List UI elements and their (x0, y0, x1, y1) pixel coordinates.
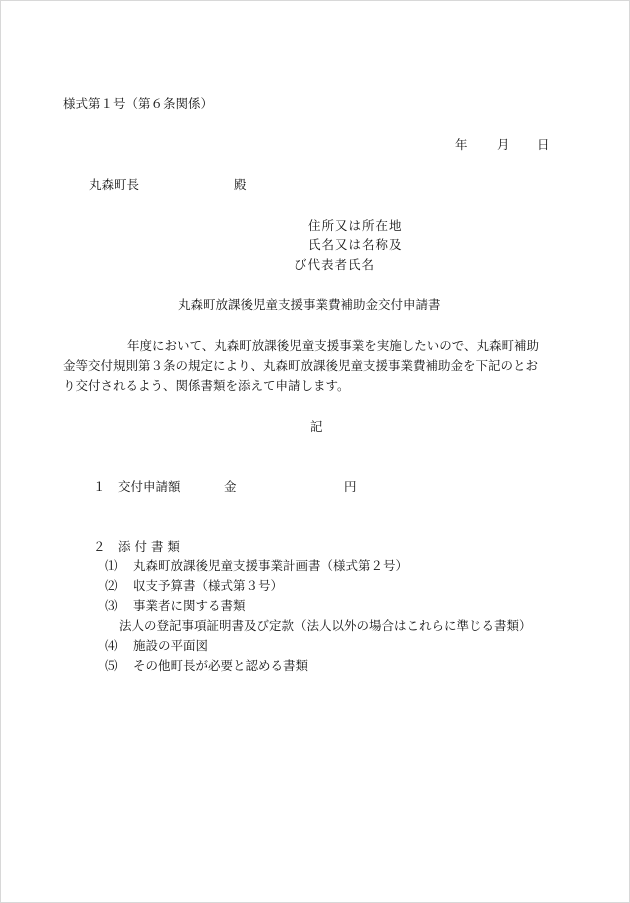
document-title: 丸森町放課後児童支援事業費補助金交付申請書 (178, 297, 441, 312)
attachment-5-text: その他町長が必要と認める書類 (133, 658, 309, 673)
attachment-3-num: ⑶ (105, 598, 118, 613)
date-year-label: 年 (455, 137, 468, 152)
attachment-4-num: ⑷ (105, 638, 118, 653)
body-line-3: り交付されるよう、関係書類を添えて申請します。 (63, 378, 350, 393)
applicant-representative-label: び代表者氏名 (294, 257, 376, 272)
attachment-5-num: ⑸ (105, 658, 118, 673)
attachment-2-num: ⑵ (105, 578, 118, 593)
addressee-name: 丸森町長 (89, 177, 140, 192)
item2-label: 添 付 書 類 (118, 539, 180, 554)
attachment-4-text: 施設の平面図 (133, 638, 209, 653)
body-line-1: 年度において、丸森町放課後児童支援事業を実施したいので、丸森町補助 (127, 338, 540, 353)
attachment-3-detail: 法人の登記事項証明書及び定款（法人以外の場合はこれらに準じる書類） (119, 618, 532, 633)
date-day-label: 日 (537, 137, 550, 152)
applicant-name-label: 氏名又は名称及 (308, 237, 403, 252)
ki-heading: 記 (310, 419, 323, 434)
item1-yen: 円 (344, 479, 357, 494)
item1-kin: 金 (224, 479, 237, 494)
attachment-1-num: ⑴ (105, 558, 118, 573)
addressee-honorific: 殿 (234, 177, 247, 192)
item1-number: １ (93, 479, 106, 494)
body-line-2: 金等交付規則第３条の規定により、丸森町放課後児童支援事業費補助金を下記のとお (63, 358, 539, 373)
attachment-3-text: 事業者に関する書類 (133, 598, 246, 613)
item2-number: ２ (93, 539, 106, 554)
form-number: 様式第１号（第６条関係） (63, 96, 214, 111)
attachment-1-text: 丸森町放課後児童支援事業計画書（様式第２号） (133, 558, 409, 573)
applicant-address-label: 住所又は所在地 (308, 218, 403, 233)
date-month-label: 月 (497, 137, 510, 152)
attachment-2-text: 収支予算書（様式第３号） (133, 578, 284, 593)
item1-label: 交付申請額 (118, 479, 181, 494)
